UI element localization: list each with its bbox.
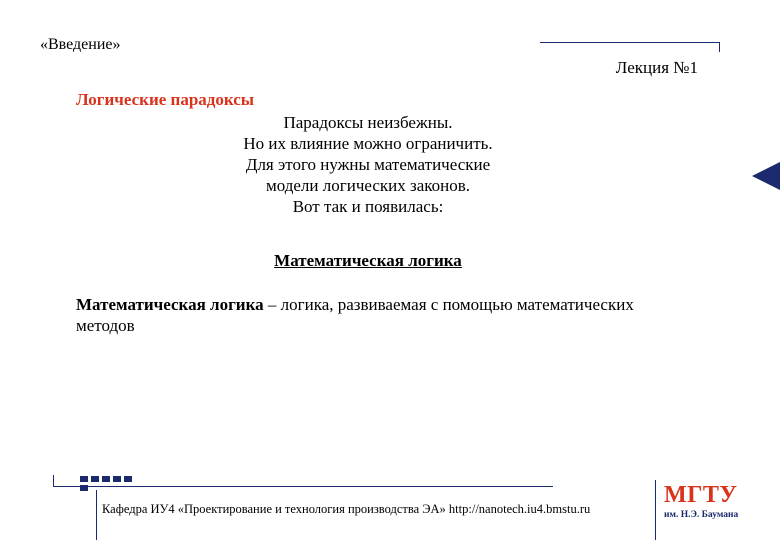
dot xyxy=(91,476,99,482)
paradox-text-block xyxy=(168,112,568,217)
topic-title xyxy=(168,251,568,271)
definition-text: – логика, развиваемая с помощью математических методов xyxy=(76,295,634,335)
dot xyxy=(113,476,121,482)
topic-title-text: Математическая логика xyxy=(274,251,462,270)
definition-term: Математическая логика xyxy=(76,295,264,314)
top-divider-tick xyxy=(719,42,720,52)
text-line: модели логических законов. xyxy=(265,176,471,195)
decorative-dots xyxy=(80,476,136,482)
text-line: Вот так и появилась: xyxy=(292,197,444,216)
dot xyxy=(80,476,88,482)
dot xyxy=(80,485,88,491)
definition-paragraph xyxy=(76,294,636,336)
text-line: Для этого нужны математические xyxy=(245,155,491,174)
section-tag: «Введение» xyxy=(40,36,121,53)
lecture-number: Лекция №1 xyxy=(615,58,698,77)
footer-vertical-line xyxy=(96,490,97,540)
footer-department: Кафедра ИУ4 «Проектирование и технология производства ЭА» http://nanotech.iu4.bmstu.ru xyxy=(102,502,591,516)
top-divider xyxy=(540,42,720,43)
text-line: Парадоксы неизбежны. xyxy=(283,113,453,132)
university-logo-subtitle: им. Н.Э. Баумана xyxy=(664,510,739,520)
text-line: Но их влияние можно ограничить. xyxy=(243,134,493,153)
decorative-dots-column xyxy=(80,476,88,491)
dot xyxy=(124,476,132,482)
footer-separator xyxy=(655,480,656,540)
dot xyxy=(102,476,110,482)
slide-heading: Логические парадоксы xyxy=(76,90,255,109)
next-slide-arrow-icon[interactable] xyxy=(752,162,780,190)
bottom-divider xyxy=(53,486,553,487)
university-logo: МГТУ xyxy=(664,482,738,508)
